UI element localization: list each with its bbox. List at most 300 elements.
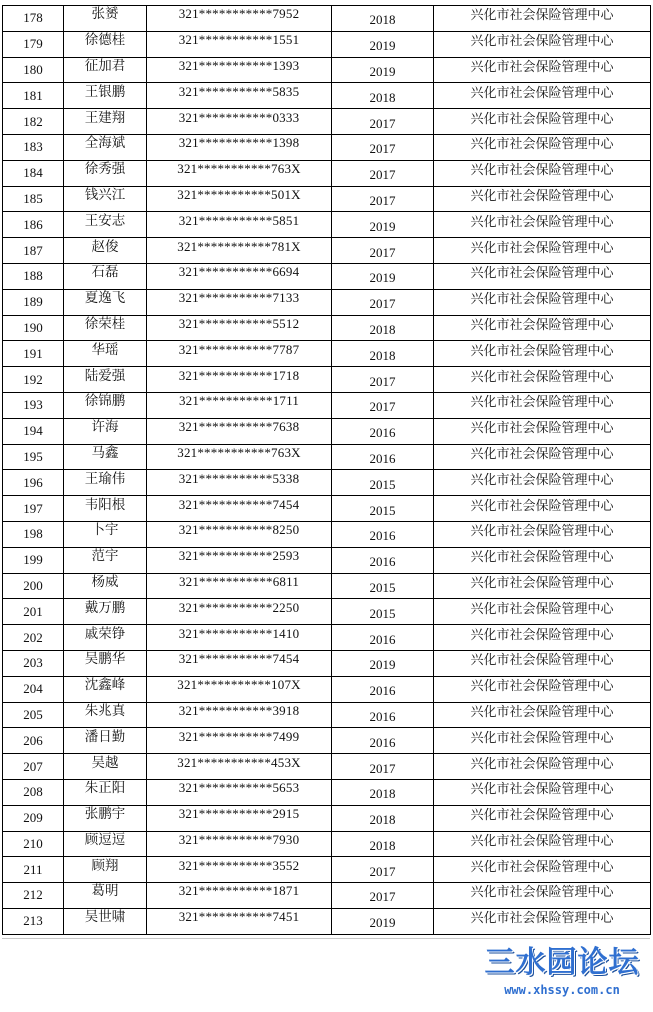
id-number-cell xyxy=(147,470,332,496)
name-cell-text: 全海斌 xyxy=(84,135,126,152)
name-cell-text: 徐锦鹏 xyxy=(84,393,126,410)
name-cell xyxy=(64,31,147,57)
organization-cell xyxy=(434,521,651,547)
id-number-cell-text: 321***********1871 xyxy=(178,883,300,899)
year-cell xyxy=(332,186,434,212)
year-cell xyxy=(332,831,434,857)
name-cell xyxy=(64,212,147,238)
page-divider xyxy=(2,938,650,939)
year-cell xyxy=(332,238,434,264)
id-number-cell xyxy=(147,676,332,702)
row-number-cell-text: 189 xyxy=(23,294,43,310)
name-cell xyxy=(64,702,147,728)
year-cell xyxy=(332,444,434,470)
name-cell-text: 夏逸飞 xyxy=(84,290,126,307)
name-cell xyxy=(64,263,147,289)
id-number-cell-text: 321***********7451 xyxy=(178,909,300,925)
row-number-cell-text: 186 xyxy=(23,216,43,232)
name-cell xyxy=(64,908,147,934)
name-cell xyxy=(64,857,147,883)
id-number-cell xyxy=(147,444,332,470)
id-number-cell-text: 321***********5653 xyxy=(178,780,300,796)
organization-cell xyxy=(434,392,651,418)
name-cell-text: 范宇 xyxy=(91,548,119,565)
organization-cell-text: 兴化市社会保险管理中心 xyxy=(470,292,614,308)
organization-cell-text: 兴化市社会保险管理中心 xyxy=(470,550,614,566)
name-cell-text: 吴越 xyxy=(91,754,119,771)
id-number-cell-text: 321***********5835 xyxy=(178,83,300,99)
organization-cell xyxy=(434,315,651,341)
year-cell xyxy=(332,109,434,135)
organization-cell xyxy=(434,573,651,599)
name-cell xyxy=(64,676,147,702)
organization-cell-text: 兴化市社会保险管理中心 xyxy=(470,240,614,256)
year-cell-text: 2017 xyxy=(369,399,396,415)
year-cell xyxy=(332,315,434,341)
organization-cell-text: 兴化市社会保险管理中心 xyxy=(470,266,614,282)
id-number-cell xyxy=(147,650,332,676)
year-cell-text: 2016 xyxy=(369,554,396,570)
row-number-cell-text: 182 xyxy=(23,113,43,129)
name-cell-text: 王瑜伟 xyxy=(84,470,126,487)
organization-cell-text: 兴化市社会保险管理中心 xyxy=(470,111,614,127)
id-number-cell-text: 321***********7952 xyxy=(178,6,300,22)
year-cell xyxy=(332,134,434,160)
table-row xyxy=(3,831,651,857)
organization-cell-text: 兴化市社会保险管理中心 xyxy=(470,421,614,437)
name-cell-text: 戴万鹏 xyxy=(84,599,126,616)
organization-cell-text: 兴化市社会保险管理中心 xyxy=(470,85,614,101)
year-cell xyxy=(332,573,434,599)
name-cell xyxy=(64,186,147,212)
organization-cell xyxy=(434,779,651,805)
organization-cell-text: 兴化市社会保险管理中心 xyxy=(470,472,614,488)
name-cell-text: 征加君 xyxy=(84,57,126,74)
organization-cell xyxy=(434,547,651,573)
year-cell-text: 2018 xyxy=(369,89,396,105)
year-cell-text: 2017 xyxy=(369,760,396,776)
row-number-cell-text: 204 xyxy=(23,681,43,697)
row-number-cell-text: 184 xyxy=(23,165,43,181)
name-cell-text: 王建翔 xyxy=(84,109,126,126)
organization-cell xyxy=(434,444,651,470)
row-number-cell xyxy=(3,31,64,57)
year-cell xyxy=(332,599,434,625)
name-cell-text: 卜宇 xyxy=(91,522,119,539)
table-row xyxy=(3,263,651,289)
row-number-cell-text: 196 xyxy=(23,474,43,490)
organization-cell-text: 兴化市社会保险管理中心 xyxy=(470,704,614,720)
id-number-cell xyxy=(147,263,332,289)
id-number-cell-text: 321***********6811 xyxy=(178,573,300,589)
year-cell-text: 2018 xyxy=(369,837,396,853)
year-cell-text: 2017 xyxy=(369,167,396,183)
id-number-cell-text: 321***********7499 xyxy=(178,728,300,744)
organization-cell xyxy=(434,702,651,728)
year-cell-text: 2017 xyxy=(369,863,396,879)
row-number-cell-text: 200 xyxy=(23,577,43,593)
id-number-cell-text: 321***********2593 xyxy=(178,548,300,564)
row-number-cell xyxy=(3,470,64,496)
table-row xyxy=(3,496,651,522)
row-number-cell xyxy=(3,625,64,651)
row-number-cell xyxy=(3,315,64,341)
organization-cell xyxy=(434,805,651,831)
row-number-cell xyxy=(3,547,64,573)
name-cell xyxy=(64,883,147,909)
organization-cell xyxy=(434,186,651,212)
row-number-cell-text: 195 xyxy=(23,448,43,464)
row-number-cell xyxy=(3,186,64,212)
id-number-cell-text: 321***********3918 xyxy=(178,702,300,718)
organization-cell-text: 兴化市社会保险管理中心 xyxy=(470,446,614,462)
year-cell-text: 2019 xyxy=(369,915,396,931)
row-number-cell xyxy=(3,160,64,186)
id-number-cell-text: 321***********1398 xyxy=(178,135,300,151)
year-cell-text: 2015 xyxy=(369,579,396,595)
name-cell xyxy=(64,521,147,547)
year-cell-text: 2019 xyxy=(369,657,396,673)
row-number-cell-text: 210 xyxy=(23,835,43,851)
table-row xyxy=(3,521,651,547)
id-number-cell xyxy=(147,702,332,728)
organization-cell-text: 兴化市社会保险管理中心 xyxy=(470,575,614,591)
table-row xyxy=(3,883,651,909)
table-row xyxy=(3,315,651,341)
year-cell xyxy=(332,289,434,315)
organization-cell-text: 兴化市社会保险管理中心 xyxy=(470,214,614,230)
organization-cell-text: 兴化市社会保险管理中心 xyxy=(470,188,614,204)
table-row xyxy=(3,31,651,57)
id-number-cell-text: 321***********763X xyxy=(177,161,301,177)
row-number-cell xyxy=(3,599,64,625)
year-cell-text: 2019 xyxy=(369,38,396,54)
id-number-cell xyxy=(147,212,332,238)
row-number-cell xyxy=(3,109,64,135)
year-cell xyxy=(332,625,434,651)
row-number-cell xyxy=(3,754,64,780)
row-number-cell-text: 187 xyxy=(23,242,43,258)
year-cell-text: 2016 xyxy=(369,631,396,647)
id-number-cell-text: 321***********781X xyxy=(177,238,301,254)
row-number-cell-text: 207 xyxy=(23,758,43,774)
row-number-cell-text: 197 xyxy=(23,500,43,516)
table-row xyxy=(3,289,651,315)
year-cell-text: 2018 xyxy=(369,786,396,802)
row-number-cell-text: 180 xyxy=(23,61,43,77)
organization-cell xyxy=(434,83,651,109)
id-number-cell-text: 321***********1410 xyxy=(178,625,300,641)
year-cell-text: 2016 xyxy=(369,708,396,724)
row-number-cell xyxy=(3,289,64,315)
name-cell-text: 吴鹏华 xyxy=(84,651,126,668)
row-number-cell xyxy=(3,83,64,109)
year-cell-text: 2016 xyxy=(369,425,396,441)
id-number-cell-text: 321***********0333 xyxy=(178,109,300,125)
year-cell-text: 2016 xyxy=(369,734,396,750)
id-number-cell xyxy=(147,418,332,444)
id-number-cell xyxy=(147,547,332,573)
table-row xyxy=(3,779,651,805)
row-number-cell xyxy=(3,418,64,444)
year-cell-text: 2016 xyxy=(369,528,396,544)
row-number-cell xyxy=(3,392,64,418)
name-cell-text: 张赟 xyxy=(91,6,119,23)
organization-cell-text: 兴化市社会保险管理中心 xyxy=(470,782,614,798)
watermark-logo-text: 三水园论坛 xyxy=(484,945,640,980)
organization-cell-text: 兴化市社会保险管理中心 xyxy=(470,163,614,179)
name-cell xyxy=(64,134,147,160)
organization-cell-text: 兴化市社会保险管理中心 xyxy=(470,601,614,617)
name-cell xyxy=(64,315,147,341)
name-cell xyxy=(64,238,147,264)
id-number-cell xyxy=(147,599,332,625)
row-number-cell-text: 185 xyxy=(23,190,43,206)
year-cell-text: 2018 xyxy=(369,812,396,828)
organization-cell xyxy=(434,470,651,496)
year-cell xyxy=(332,341,434,367)
row-number-cell xyxy=(3,573,64,599)
id-number-cell xyxy=(147,186,332,212)
year-cell-text: 2016 xyxy=(369,683,396,699)
row-number-cell xyxy=(3,238,64,264)
organization-cell xyxy=(434,263,651,289)
row-number-cell xyxy=(3,134,64,160)
organization-cell-text: 兴化市社会保险管理中心 xyxy=(470,369,614,385)
row-number-cell-text: 190 xyxy=(23,319,43,335)
row-number-cell-text: 199 xyxy=(23,552,43,568)
table-row xyxy=(3,805,651,831)
name-cell-text: 吴世啸 xyxy=(84,909,126,926)
id-number-cell-text: 321***********1718 xyxy=(178,367,300,383)
name-cell-text: 徐德桂 xyxy=(84,32,126,49)
year-cell-text: 2015 xyxy=(369,502,396,518)
id-number-cell xyxy=(147,908,332,934)
row-number-cell xyxy=(3,650,64,676)
name-cell xyxy=(64,728,147,754)
name-cell xyxy=(64,444,147,470)
row-number-cell-text: 181 xyxy=(23,87,43,103)
name-cell-text: 顾逗逗 xyxy=(84,831,126,848)
table-row xyxy=(3,702,651,728)
table-row xyxy=(3,908,651,934)
name-cell-text: 朱正阳 xyxy=(84,780,126,797)
id-number-cell-text: 321***********501X xyxy=(177,186,301,202)
organization-cell-text: 兴化市社会保险管理中心 xyxy=(470,343,614,359)
id-number-cell xyxy=(147,31,332,57)
table-row xyxy=(3,857,651,883)
row-number-cell-text: 202 xyxy=(23,629,43,645)
id-number-cell xyxy=(147,521,332,547)
year-cell xyxy=(332,83,434,109)
name-cell-text: 沈鑫峰 xyxy=(84,677,126,694)
organization-cell-text: 兴化市社会保险管理中心 xyxy=(470,730,614,746)
name-cell xyxy=(64,418,147,444)
organization-cell xyxy=(434,238,651,264)
organization-cell xyxy=(434,728,651,754)
id-number-cell xyxy=(147,238,332,264)
table-row xyxy=(3,57,651,83)
year-cell-text: 2017 xyxy=(369,296,396,312)
table-row xyxy=(3,573,651,599)
year-cell-text: 2017 xyxy=(369,115,396,131)
id-number-cell-text: 321***********1711 xyxy=(178,393,300,409)
row-number-cell xyxy=(3,702,64,728)
row-number-cell xyxy=(3,883,64,909)
name-cell xyxy=(64,109,147,135)
organization-cell xyxy=(434,134,651,160)
organization-cell xyxy=(434,31,651,57)
id-number-cell-text: 321***********5512 xyxy=(178,315,300,331)
id-number-cell-text: 321***********8250 xyxy=(178,522,300,538)
year-cell-text: 2016 xyxy=(369,450,396,466)
id-number-cell-text: 321***********1393 xyxy=(178,57,300,73)
id-number-cell xyxy=(147,83,332,109)
organization-cell-text: 兴化市社会保险管理中心 xyxy=(470,911,614,927)
row-number-cell-text: 183 xyxy=(23,139,43,155)
name-cell xyxy=(64,57,147,83)
organization-cell-text: 兴化市社会保险管理中心 xyxy=(470,885,614,901)
table-row xyxy=(3,238,651,264)
organization-cell-text: 兴化市社会保险管理中心 xyxy=(470,395,614,411)
organization-cell xyxy=(434,289,651,315)
year-cell xyxy=(332,31,434,57)
row-number-cell xyxy=(3,341,64,367)
name-cell-text: 石磊 xyxy=(91,264,119,281)
name-cell xyxy=(64,831,147,857)
row-number-cell-text: 178 xyxy=(23,10,43,26)
name-cell xyxy=(64,341,147,367)
id-number-cell xyxy=(147,57,332,83)
id-number-cell xyxy=(147,496,332,522)
organization-cell xyxy=(434,857,651,883)
row-number-cell-text: 198 xyxy=(23,526,43,542)
organization-cell-text: 兴化市社会保险管理中心 xyxy=(470,498,614,514)
name-cell-text: 许海 xyxy=(91,419,119,436)
id-number-cell-text: 321***********7930 xyxy=(178,831,300,847)
organization-cell-text: 兴化市社会保险管理中心 xyxy=(470,756,614,772)
year-cell xyxy=(332,676,434,702)
row-number-cell-text: 193 xyxy=(23,397,43,413)
name-cell xyxy=(64,6,147,32)
year-cell xyxy=(332,650,434,676)
name-cell xyxy=(64,470,147,496)
name-cell xyxy=(64,805,147,831)
organization-cell xyxy=(434,831,651,857)
id-number-cell-text: 321***********7787 xyxy=(178,341,300,357)
organization-cell xyxy=(434,57,651,83)
row-number-cell xyxy=(3,908,64,934)
table-row xyxy=(3,83,651,109)
id-number-cell xyxy=(147,392,332,418)
year-cell-text: 2017 xyxy=(369,192,396,208)
table-row xyxy=(3,676,651,702)
id-number-cell-text: 321***********2250 xyxy=(178,599,300,615)
id-number-cell-text: 321***********5851 xyxy=(178,212,300,228)
year-cell xyxy=(332,212,434,238)
id-number-cell xyxy=(147,754,332,780)
year-cell xyxy=(332,728,434,754)
year-cell xyxy=(332,521,434,547)
id-number-cell-text: 321***********7133 xyxy=(178,290,300,306)
id-number-cell xyxy=(147,160,332,186)
id-number-cell-text: 321***********6694 xyxy=(178,264,300,280)
row-number-cell xyxy=(3,57,64,83)
organization-cell-text: 兴化市社会保险管理中心 xyxy=(470,859,614,875)
row-number-cell-text: 194 xyxy=(23,423,43,439)
year-cell-text: 2018 xyxy=(369,12,396,28)
row-number-cell-text: 192 xyxy=(23,371,43,387)
row-number-cell xyxy=(3,676,64,702)
organization-cell-text: 兴化市社会保险管理中心 xyxy=(470,59,614,75)
name-cell xyxy=(64,392,147,418)
name-cell-text: 杨威 xyxy=(91,573,119,590)
id-number-cell xyxy=(147,315,332,341)
id-number-cell-text: 321***********3552 xyxy=(178,857,300,873)
row-number-cell-text: 208 xyxy=(23,784,43,800)
id-number-cell xyxy=(147,573,332,599)
year-cell-text: 2019 xyxy=(369,270,396,286)
row-number-cell-text: 203 xyxy=(23,655,43,671)
row-number-cell-text: 201 xyxy=(23,603,43,619)
name-cell xyxy=(64,367,147,393)
organization-cell-text: 兴化市社会保险管理中心 xyxy=(470,627,614,643)
organization-cell-text: 兴化市社会保险管理中心 xyxy=(470,653,614,669)
name-cell-text: 戚荣铮 xyxy=(84,625,126,642)
organization-cell-text: 兴化市社会保险管理中心 xyxy=(470,524,614,540)
name-cell-text: 华瑶 xyxy=(91,341,119,358)
row-number-cell-text: 188 xyxy=(23,268,43,284)
organization-cell xyxy=(434,650,651,676)
row-number-cell xyxy=(3,212,64,238)
name-cell-text: 韦阳根 xyxy=(84,496,126,513)
name-cell-text: 徐荣桂 xyxy=(84,315,126,332)
name-cell xyxy=(64,83,147,109)
row-number-cell xyxy=(3,857,64,883)
organization-cell xyxy=(434,109,651,135)
year-cell xyxy=(332,547,434,573)
id-number-cell-text: 321***********453X xyxy=(177,754,301,770)
id-number-cell xyxy=(147,831,332,857)
table-row xyxy=(3,650,651,676)
year-cell xyxy=(332,779,434,805)
organization-cell-text: 兴化市社会保险管理中心 xyxy=(470,833,614,849)
table-row xyxy=(3,470,651,496)
organization-cell xyxy=(434,160,651,186)
table-row xyxy=(3,547,651,573)
row-number-cell-text: 211 xyxy=(23,861,43,877)
year-cell xyxy=(332,883,434,909)
organization-cell xyxy=(434,754,651,780)
name-cell-text: 钱兴江 xyxy=(84,186,126,203)
id-number-cell xyxy=(147,341,332,367)
year-cell xyxy=(332,367,434,393)
table-row xyxy=(3,599,651,625)
organization-cell-text: 兴化市社会保险管理中心 xyxy=(470,679,614,695)
id-number-cell xyxy=(147,109,332,135)
row-number-cell-text: 209 xyxy=(23,810,43,826)
year-cell xyxy=(332,702,434,728)
organization-cell xyxy=(434,676,651,702)
row-number-cell-text: 205 xyxy=(23,706,43,722)
site-watermark xyxy=(477,944,647,1008)
id-number-cell xyxy=(147,6,332,32)
id-number-cell xyxy=(147,728,332,754)
table-row xyxy=(3,6,651,32)
id-number-cell xyxy=(147,805,332,831)
name-cell xyxy=(64,625,147,651)
row-number-cell xyxy=(3,805,64,831)
